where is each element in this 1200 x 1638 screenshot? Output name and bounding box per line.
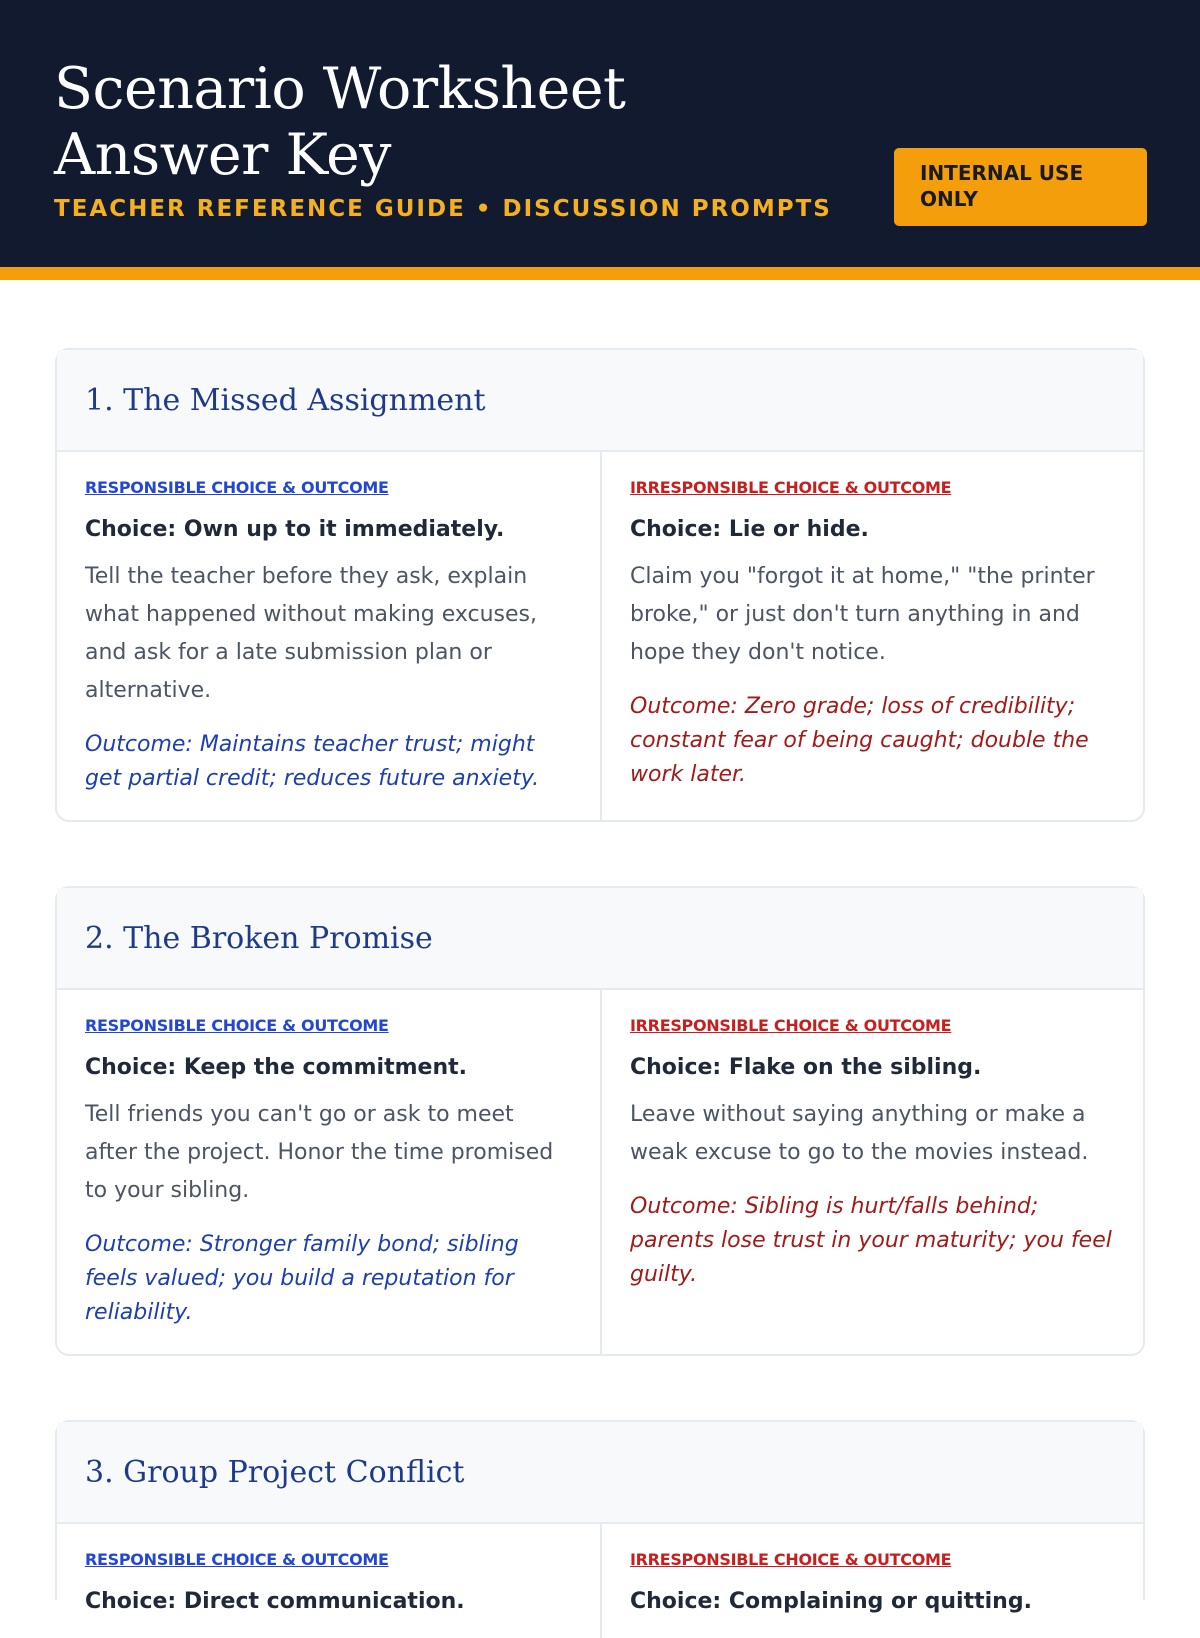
scenario-title: 2. The Broken Promise bbox=[85, 921, 433, 956]
irresponsible-label: IRRESPONSIBLE CHOICE & OUTCOME bbox=[630, 478, 952, 497]
scenario-card-2 bbox=[55, 886, 1145, 1356]
irresponsible-choice: Choice: Flake on the sibling. bbox=[630, 1055, 982, 1080]
responsible-label: RESPONSIBLE CHOICE & OUTCOME bbox=[85, 1016, 389, 1035]
page-header bbox=[0, 0, 1200, 280]
irresponsible-description: Claim you "forgot it at home," "the printer broke," or just don't turn anything in and hope they don't notice. bbox=[630, 564, 1095, 665]
responsible-outcome: Outcome: Maintains teacher trust; might get partial credit; reduces future anxiety. bbox=[85, 732, 540, 791]
scenario-columns bbox=[57, 452, 1143, 820]
irresponsible-label: IRRESPONSIBLE CHOICE & OUTCOME bbox=[630, 1016, 952, 1035]
scenario-card-header bbox=[57, 1422, 1143, 1524]
responsible-label: RESPONSIBLE CHOICE & OUTCOME bbox=[85, 1550, 389, 1569]
scenario-card-3 bbox=[55, 1420, 1145, 1614]
responsible-outcome: Outcome: Stronger family bond; sibling feels valued; you build a reputation for reliability. bbox=[85, 1232, 519, 1325]
irresponsible-outcome: Outcome: Zero grade; loss of credibility; constant fear of being caught; double the work later. bbox=[630, 694, 1089, 787]
page-title: Scenario Worksheet Answer Key bbox=[54, 56, 626, 188]
irresponsible-column bbox=[600, 990, 1143, 1354]
responsible-description: Tell friends you can't go or ask to meet after the project. Honor the time promised to your sibling. bbox=[85, 1102, 554, 1203]
responsible-column bbox=[57, 452, 600, 820]
responsible-description: Tell the teacher before they ask, explain what happened without making excuses, and ask for a late submission plan or alternative. bbox=[85, 564, 537, 703]
irresponsible-description: Leave without saying anything or make a weak excuse to go to the movies instead. bbox=[630, 1102, 1089, 1165]
scenario-title: 3. Group Project Conflict bbox=[85, 1455, 465, 1490]
irresponsible-column bbox=[600, 452, 1143, 820]
page-subtitle: TEACHER REFERENCE GUIDE • DISCUSSION PROMPTS bbox=[54, 196, 832, 222]
responsible-choice: Choice: Own up to it immediately. bbox=[85, 517, 505, 542]
irresponsible-label: IRRESPONSIBLE CHOICE & OUTCOME bbox=[630, 1550, 952, 1569]
scenario-columns bbox=[57, 990, 1143, 1354]
responsible-label: RESPONSIBLE CHOICE & OUTCOME bbox=[85, 478, 389, 497]
irresponsible-outcome: Outcome: Sibling is hurt/falls behind; parents lose trust in your maturity; you feel guilty. bbox=[630, 1194, 1112, 1287]
responsible-choice: Choice: Keep the commitment. bbox=[85, 1055, 467, 1080]
irresponsible-column bbox=[600, 1524, 1143, 1638]
scenario-card-header bbox=[57, 888, 1143, 990]
responsible-column bbox=[57, 1524, 600, 1638]
responsible-choice: Choice: Direct communication. bbox=[85, 1589, 465, 1614]
scenario-card-1 bbox=[55, 348, 1145, 822]
responsible-column bbox=[57, 990, 600, 1354]
irresponsible-choice: Choice: Complaining or quitting. bbox=[630, 1589, 1032, 1614]
scenario-title: 1. The Missed Assignment bbox=[85, 383, 486, 418]
internal-use-badge: INTERNAL USE ONLY bbox=[894, 148, 1147, 226]
scenario-card-header bbox=[57, 350, 1143, 452]
irresponsible-choice: Choice: Lie or hide. bbox=[630, 517, 869, 542]
scenario-columns bbox=[57, 1524, 1143, 1638]
